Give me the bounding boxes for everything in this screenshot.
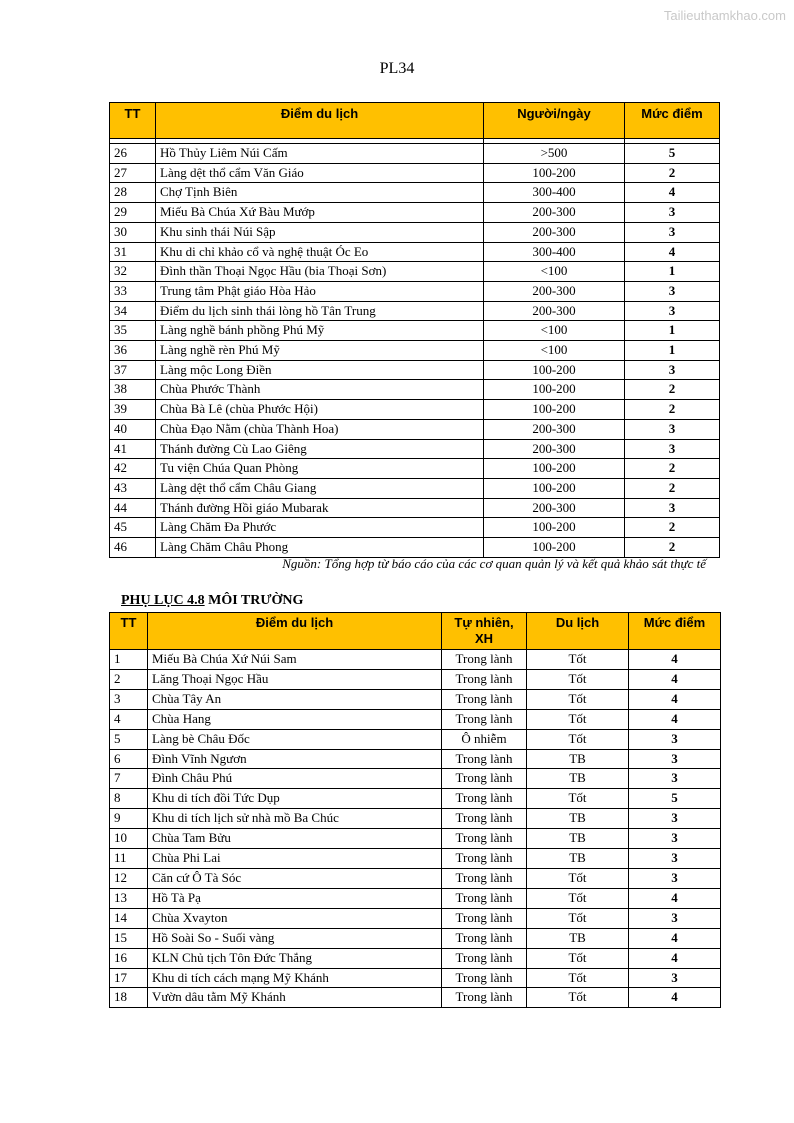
header-tt: TT bbox=[110, 613, 148, 650]
cell-visitors: 300-400 bbox=[484, 183, 625, 203]
cell-tt: 10 bbox=[110, 829, 148, 849]
cell-tt: 5 bbox=[110, 729, 148, 749]
cell-visitors: >500 bbox=[484, 144, 625, 164]
cell-tt: 44 bbox=[110, 498, 156, 518]
table-row bbox=[110, 360, 720, 380]
table-row bbox=[110, 144, 720, 164]
cell-tt: 33 bbox=[110, 281, 156, 301]
cell-tourism: TB bbox=[527, 749, 629, 769]
table-row bbox=[110, 809, 721, 829]
table-row bbox=[110, 650, 721, 670]
cell-tt: 32 bbox=[110, 262, 156, 282]
cell-destination: Chùa Phước Thành bbox=[156, 380, 484, 400]
table-row bbox=[110, 163, 720, 183]
cell-score: 3 bbox=[629, 749, 721, 769]
cell-natural-social: Trong lành bbox=[442, 689, 527, 709]
cell-natural-social: Trong lành bbox=[442, 749, 527, 769]
cell-tourism: Tốt bbox=[527, 908, 629, 928]
table-row bbox=[110, 459, 720, 479]
table-row bbox=[110, 948, 721, 968]
cell-tourism: Tốt bbox=[527, 868, 629, 888]
cell-destination: Hồ Soài So - Suối vàng bbox=[148, 928, 442, 948]
cell-tt: 12 bbox=[110, 868, 148, 888]
cell-score: 2 bbox=[625, 518, 720, 538]
section-label: PHỤ LỤC 4.8 bbox=[121, 593, 205, 608]
cell-score: 4 bbox=[629, 650, 721, 670]
section-title bbox=[121, 593, 303, 609]
cell-tt: 45 bbox=[110, 518, 156, 538]
cell-score: 4 bbox=[625, 242, 720, 262]
cell-score: 4 bbox=[629, 928, 721, 948]
cell-destination: KLN Chủ tịch Tôn Đức Thắng bbox=[148, 948, 442, 968]
cell-score: 4 bbox=[629, 709, 721, 729]
table-row bbox=[110, 498, 720, 518]
cell-score: 3 bbox=[625, 360, 720, 380]
table-row bbox=[110, 669, 721, 689]
cell-natural-social: Ô nhiễm bbox=[442, 729, 527, 749]
cell-score: 3 bbox=[625, 281, 720, 301]
cell-tt: 30 bbox=[110, 222, 156, 242]
table-row bbox=[110, 868, 721, 888]
cell-tourism: Tốt bbox=[527, 948, 629, 968]
table-row bbox=[110, 769, 721, 789]
cell-score: 3 bbox=[629, 769, 721, 789]
source-note: Nguồn: Tổng hợp từ báo cáo của các cơ quan quản lý và kết quả khảo sát thực tế bbox=[282, 556, 706, 571]
table-row bbox=[110, 789, 721, 809]
cell-destination: Miếu Bà Chúa Xứ Bàu Mướp bbox=[156, 203, 484, 223]
table-row bbox=[110, 928, 721, 948]
cell-tourism: TB bbox=[527, 849, 629, 869]
header-nguoi-ngay: Người/ngày bbox=[484, 103, 625, 139]
cell-visitors: 100-200 bbox=[484, 518, 625, 538]
cell-tt: 6 bbox=[110, 749, 148, 769]
cell-destination: Lăng Thoại Ngọc Hầu bbox=[148, 669, 442, 689]
header-tu-nhien-xh: Tự nhiên, XH bbox=[442, 613, 527, 650]
cell-visitors: 200-300 bbox=[484, 222, 625, 242]
table-row bbox=[110, 281, 720, 301]
cell-score: 4 bbox=[629, 988, 721, 1008]
cell-natural-social: Trong lành bbox=[442, 809, 527, 829]
table-row bbox=[110, 222, 720, 242]
cell-tt: 14 bbox=[110, 908, 148, 928]
cell-destination: Thánh đường Hồi giáo Mubarak bbox=[156, 498, 484, 518]
cell-tourism: Tốt bbox=[527, 968, 629, 988]
cell-visitors: 100-200 bbox=[484, 360, 625, 380]
header-muc-diem: Mức điểm bbox=[629, 613, 721, 650]
cell-destination: Làng bè Châu Đốc bbox=[148, 729, 442, 749]
cell-tt: 43 bbox=[110, 478, 156, 498]
table-header-row bbox=[110, 103, 720, 139]
table-row bbox=[110, 478, 720, 498]
header-diem-du-lich: Điểm du lịch bbox=[156, 103, 484, 139]
cell-tt: 16 bbox=[110, 948, 148, 968]
cell-destination: Khu sinh thái Núi Sập bbox=[156, 222, 484, 242]
cell-tt: 34 bbox=[110, 301, 156, 321]
cell-destination: Làng dệt thổ cẩm Châu Giang bbox=[156, 478, 484, 498]
cell-visitors: 200-300 bbox=[484, 439, 625, 459]
cell-score: 1 bbox=[625, 321, 720, 341]
cell-destination: Đình thần Thoại Ngọc Hầu (bia Thoại Sơn) bbox=[156, 262, 484, 282]
cell-score: 4 bbox=[629, 888, 721, 908]
cell-tt: 46 bbox=[110, 538, 156, 558]
cell-tt: 39 bbox=[110, 400, 156, 420]
table-row bbox=[110, 709, 721, 729]
cell-score: 4 bbox=[629, 669, 721, 689]
cell-destination: Chùa Tam Bửu bbox=[148, 829, 442, 849]
section-heading: MÔI TRƯỜNG bbox=[204, 593, 304, 608]
cell-tourism: Tốt bbox=[527, 650, 629, 670]
table-row bbox=[110, 203, 720, 223]
cell-visitors: 200-300 bbox=[484, 419, 625, 439]
table-row bbox=[110, 729, 721, 749]
table-header-row bbox=[110, 613, 721, 650]
cell-score: 2 bbox=[625, 459, 720, 479]
cell-destination: Chùa Tây An bbox=[148, 689, 442, 709]
cell-tt: 26 bbox=[110, 144, 156, 164]
cell-score: 4 bbox=[625, 183, 720, 203]
cell-destination: Căn cứ Ô Tà Sóc bbox=[148, 868, 442, 888]
cell-score: 3 bbox=[625, 222, 720, 242]
cell-score: 3 bbox=[629, 868, 721, 888]
cell-tt: 9 bbox=[110, 809, 148, 829]
cell-score: 3 bbox=[629, 809, 721, 829]
table-row bbox=[110, 242, 720, 262]
cell-destination: Đình Vĩnh Ngươn bbox=[148, 749, 442, 769]
table-row bbox=[110, 888, 721, 908]
cell-tt: 40 bbox=[110, 419, 156, 439]
cell-visitors: 200-300 bbox=[484, 301, 625, 321]
cell-score: 3 bbox=[629, 829, 721, 849]
cell-destination: Tu viện Chúa Quan Phòng bbox=[156, 459, 484, 479]
cell-visitors: 100-200 bbox=[484, 400, 625, 420]
cell-tt: 11 bbox=[110, 849, 148, 869]
cell-tt: 17 bbox=[110, 968, 148, 988]
cell-tourism: Tốt bbox=[527, 789, 629, 809]
table-row bbox=[110, 968, 721, 988]
cell-tourism: Tốt bbox=[527, 709, 629, 729]
cell-destination: Thánh đường Cù Lao Giêng bbox=[156, 439, 484, 459]
cell-destination: Làng Chăm Châu Phong bbox=[156, 538, 484, 558]
cell-score: 1 bbox=[625, 341, 720, 361]
cell-score: 3 bbox=[625, 498, 720, 518]
header-du-lich: Du lịch bbox=[527, 613, 629, 650]
cell-destination: Chùa Xvayton bbox=[148, 908, 442, 928]
cell-natural-social: Trong lành bbox=[442, 868, 527, 888]
cell-destination: Chùa Phi Lai bbox=[148, 849, 442, 869]
cell-destination: Đình Châu Phú bbox=[148, 769, 442, 789]
cell-visitors: 100-200 bbox=[484, 380, 625, 400]
cell-visitors: 100-200 bbox=[484, 459, 625, 479]
cell-score: 2 bbox=[625, 538, 720, 558]
header-diem-du-lich: Điểm du lịch bbox=[148, 613, 442, 650]
cell-natural-social: Trong lành bbox=[442, 888, 527, 908]
cell-destination: Điểm du lịch sinh thái lòng hồ Tân Trung bbox=[156, 301, 484, 321]
cell-natural-social: Trong lành bbox=[442, 769, 527, 789]
cell-score: 3 bbox=[625, 301, 720, 321]
cell-visitors: 300-400 bbox=[484, 242, 625, 262]
table-row bbox=[110, 419, 720, 439]
cell-destination: Hồ Thủy Liêm Núi Cấm bbox=[156, 144, 484, 164]
cell-tt: 31 bbox=[110, 242, 156, 262]
cell-natural-social: Trong lành bbox=[442, 948, 527, 968]
cell-visitors: 200-300 bbox=[484, 498, 625, 518]
table-row bbox=[110, 908, 721, 928]
cell-destination: Làng nghề bánh phồng Phú Mỹ bbox=[156, 321, 484, 341]
table-row bbox=[110, 439, 720, 459]
table-row bbox=[110, 749, 721, 769]
cell-tourism: TB bbox=[527, 769, 629, 789]
table-row bbox=[110, 538, 720, 558]
cell-tt: 15 bbox=[110, 928, 148, 948]
cell-destination: Khu di chỉ khảo cổ và nghệ thuật Óc Eo bbox=[156, 242, 484, 262]
cell-tt: 27 bbox=[110, 163, 156, 183]
cell-natural-social: Trong lành bbox=[442, 968, 527, 988]
cell-tt: 38 bbox=[110, 380, 156, 400]
cell-tt: 42 bbox=[110, 459, 156, 479]
cell-destination: Chùa Đạo Nằm (chùa Thành Hoa) bbox=[156, 419, 484, 439]
cell-destination: Làng dệt thổ cẩm Văn Giáo bbox=[156, 163, 484, 183]
cell-score: 5 bbox=[625, 144, 720, 164]
cell-tt: 4 bbox=[110, 709, 148, 729]
cell-visitors: 100-200 bbox=[484, 163, 625, 183]
cell-destination: Chùa Hang bbox=[148, 709, 442, 729]
cell-score: 2 bbox=[625, 163, 720, 183]
cell-tt: 41 bbox=[110, 439, 156, 459]
cell-score: 3 bbox=[629, 849, 721, 869]
cell-visitors: <100 bbox=[484, 341, 625, 361]
cell-destination: Hồ Tà Pạ bbox=[148, 888, 442, 908]
cell-tt: 3 bbox=[110, 689, 148, 709]
cell-natural-social: Trong lành bbox=[442, 650, 527, 670]
cell-tt: 29 bbox=[110, 203, 156, 223]
cell-tt: 1 bbox=[110, 650, 148, 670]
cell-tourism: TB bbox=[527, 928, 629, 948]
cell-tourism: Tốt bbox=[527, 729, 629, 749]
cell-tt: 8 bbox=[110, 789, 148, 809]
cell-score: 5 bbox=[629, 789, 721, 809]
cell-score: 4 bbox=[629, 689, 721, 709]
table-row bbox=[110, 988, 721, 1008]
cell-visitors: <100 bbox=[484, 262, 625, 282]
cell-tt: 18 bbox=[110, 988, 148, 1008]
cell-score: 3 bbox=[625, 439, 720, 459]
cell-natural-social: Trong lành bbox=[442, 908, 527, 928]
cell-natural-social: Trong lành bbox=[442, 709, 527, 729]
table-row bbox=[110, 380, 720, 400]
cell-destination: Chợ Tịnh Biên bbox=[156, 183, 484, 203]
cell-tt: 2 bbox=[110, 669, 148, 689]
tourist-capacity-table bbox=[109, 102, 720, 558]
cell-natural-social: Trong lành bbox=[442, 988, 527, 1008]
cell-visitors: 200-300 bbox=[484, 281, 625, 301]
cell-natural-social: Trong lành bbox=[442, 669, 527, 689]
table-row bbox=[110, 183, 720, 203]
cell-tourism: TB bbox=[527, 829, 629, 849]
table-row bbox=[110, 400, 720, 420]
cell-destination: Miếu Bà Chúa Xứ Núi Sam bbox=[148, 650, 442, 670]
cell-score: 2 bbox=[625, 400, 720, 420]
table-row bbox=[110, 689, 721, 709]
cell-tt: 28 bbox=[110, 183, 156, 203]
cell-destination: Khu di tích đồi Tức Dụp bbox=[148, 789, 442, 809]
cell-tt: 7 bbox=[110, 769, 148, 789]
cell-tourism: Tốt bbox=[527, 669, 629, 689]
cell-score: 3 bbox=[629, 968, 721, 988]
cell-natural-social: Trong lành bbox=[442, 829, 527, 849]
cell-score: 2 bbox=[625, 478, 720, 498]
cell-destination: Làng mộc Long Điền bbox=[156, 360, 484, 380]
cell-visitors: 100-200 bbox=[484, 538, 625, 558]
cell-score: 3 bbox=[629, 908, 721, 928]
cell-tt: 35 bbox=[110, 321, 156, 341]
table-row bbox=[110, 849, 721, 869]
cell-score: 4 bbox=[629, 948, 721, 968]
cell-visitors: <100 bbox=[484, 321, 625, 341]
header-muc-diem: Mức điểm bbox=[625, 103, 720, 139]
cell-score: 3 bbox=[625, 419, 720, 439]
watermark: Tailieuthamkhao.com bbox=[663, 8, 786, 23]
cell-tourism: Tốt bbox=[527, 888, 629, 908]
cell-tt: 13 bbox=[110, 888, 148, 908]
table-row bbox=[110, 518, 720, 538]
table-row bbox=[110, 321, 720, 341]
table-row bbox=[110, 301, 720, 321]
cell-destination: Làng Chăm Đa Phước bbox=[156, 518, 484, 538]
page-number: PL34 bbox=[379, 60, 415, 77]
table-row bbox=[110, 341, 720, 361]
cell-destination: Khu di tích lịch sử nhà mồ Ba Chúc bbox=[148, 809, 442, 829]
cell-destination: Vườn dâu tằm Mỹ Khánh bbox=[148, 988, 442, 1008]
cell-natural-social: Trong lành bbox=[442, 928, 527, 948]
cell-score: 1 bbox=[625, 262, 720, 282]
cell-natural-social: Trong lành bbox=[442, 849, 527, 869]
cell-natural-social: Trong lành bbox=[442, 789, 527, 809]
cell-tt: 37 bbox=[110, 360, 156, 380]
table-row bbox=[110, 262, 720, 282]
cell-visitors: 100-200 bbox=[484, 478, 625, 498]
environment-table bbox=[109, 612, 721, 1008]
cell-destination: Khu di tích cách mạng Mỹ Khánh bbox=[148, 968, 442, 988]
cell-destination: Làng nghề rèn Phú Mỹ bbox=[156, 341, 484, 361]
cell-tourism: TB bbox=[527, 809, 629, 829]
cell-score: 2 bbox=[625, 380, 720, 400]
cell-score: 3 bbox=[625, 203, 720, 223]
header-tt: TT bbox=[110, 103, 156, 139]
cell-tourism: Tốt bbox=[527, 988, 629, 1008]
cell-destination: Chùa Bà Lê (chùa Phước Hội) bbox=[156, 400, 484, 420]
cell-visitors: 200-300 bbox=[484, 203, 625, 223]
cell-score: 3 bbox=[629, 729, 721, 749]
table-row bbox=[110, 829, 721, 849]
cell-destination: Trung tâm Phật giáo Hòa Hảo bbox=[156, 281, 484, 301]
cell-tt: 36 bbox=[110, 341, 156, 361]
cell-tourism: Tốt bbox=[527, 689, 629, 709]
